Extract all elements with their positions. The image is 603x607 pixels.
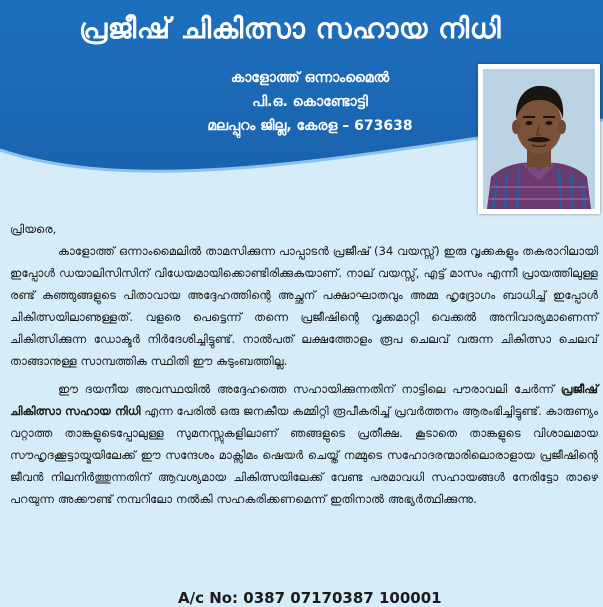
fund-title: പ്രജീഷ് ചികിത്സാ സഹായ നിധി <box>78 12 502 45</box>
letter-salutation: പ്രിയരെ, <box>10 222 57 236</box>
patient-photo <box>483 69 595 209</box>
address-block <box>180 66 440 138</box>
fund-name-inline: പ്രജീഷ് ചികിത്സാ സഹായ നിധി <box>10 382 598 418</box>
paragraph-2-start: ഈ ദയനീയ അവസ്ഥയിൽ അദ്ദേഹത്തെ സഹായിക്കുന്നതിന് നാട്ടിലെ പൗരാവലി ചേർന്ന് <box>58 382 561 396</box>
address-line-2: പി.ഒ. കൊണ്ടോട്ടി <box>252 94 368 110</box>
appeal-letter <box>10 218 598 510</box>
person-portrait-icon <box>483 69 595 209</box>
paragraph-2-end: എന്ന പേരിൽ ഒരു ജനകീയ കമ്മിറ്റി രൂപീകരിച്ച് പ്രവർത്തനം ആരംഭിച്ചിട്ടുണ്ട്. കാരുണ്യം വറ്റാത്ത താങ്കളുടെപ്പോലുള്ള സുമനസ്സുകളിലാണ് ഞങ്ങളുടെ പ്രതീക്ഷ. കൂടാതെ താങ്കളുടെ വിശാലമായ സൗഹൃദക്കൂട്ടായ്മയിലേക്ക് ഈ സന്ദേശം മാക്സിമം ഷെയർ ചെയ്ത് നമ്മുടെ സഹോദരന്മാരിലൊരാളായ പ്രജീഷിന്റെ ജീവൻ നിലനിർത്തുന്നതിന് ആവശ്യമായ ചികിത്സയിലേക്ക് വേണ്ട പരമാവധി സഹായങ്ങൾ നേരിട്ടോ താഴെ പറയുന്ന അക്കൗണ്ട് നമ്പറിലോ നൽകി സഹകരിക്കണമെന്ന് ഇതിനാൽ അഭ്യർത്ഥിക്കുന്നു. <box>10 404 598 506</box>
account-number: A/c No: 0387 07170387 100001 <box>178 589 442 607</box>
address-line-3: മലപ്പുറം ജില്ല, കേരള – 673638 <box>207 118 413 134</box>
letter-paragraph-1: കാളോത്ത് ഒന്നാംമൈലിൽ താമസിക്കുന്ന പാപ്പാടൻ പ്രജീഷ് (34 വയസ്സ്) ഇരു വൃക്കകളും തകരാറിലായി ഇപ്പോൾ ഡയാലിസിസിന് വിധേയമായിക്കൊണ്ടിരിക്കുകയാണ്. നാല് വയസ്സ്, എട്ട് മാസം എന്നീ പ്രായത്തിലുള്ള രണ്ട് കുഞ്ഞുങ്ങളുടെ പിതാവായ അദ്ദേഹത്തിന്റെ അച്ഛന് പക്ഷാഘാതവും അമ്മ ഹൃദ്രോഗം ബാധിച്ച് ഇപ്പോൾ ചികിത്സയിലാണുള്ളത്. വളരെ പെട്ടെന്ന് തന്നെ പ്രജീഷിന്റെ വൃക്കമാറ്റി വെക്കൽ അനിവാര്യമാണെന്ന് ചികിത്സിക്കുന്ന ഡോക്ടർ നിർദേശിച്ചിട്ടുണ്ട്. നാൽപത് ലക്ഷത്തോളം രൂപ ചെലവ് വരുന്ന ചികിത്സാ ചെലവ് താങ്ങാനുള്ള സാമ്പത്തിക സ്ഥിതി ഈ കുടുംബത്തില്ല. <box>10 244 598 368</box>
address-line-1: കാളോത്ത് ഒന്നാംമൈൽ <box>230 70 390 86</box>
letter-paragraph-2 <box>10 378 598 510</box>
patient-photo-frame <box>478 64 600 214</box>
